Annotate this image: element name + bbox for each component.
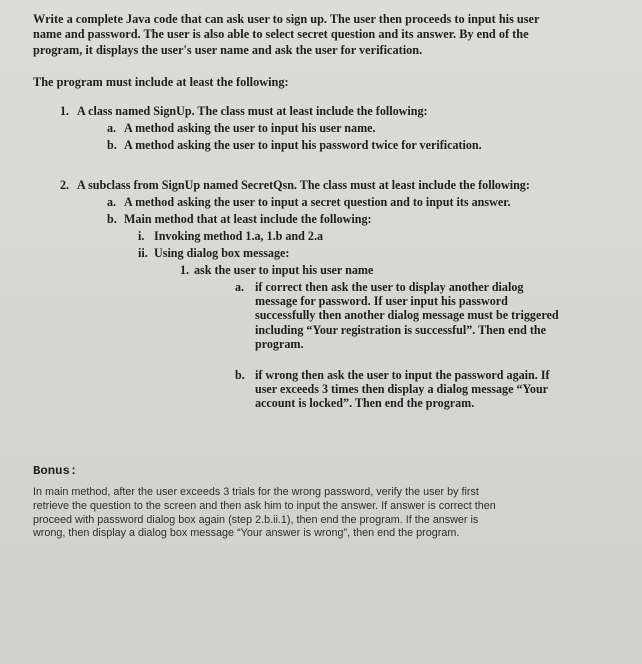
requirement-2a — [107, 195, 511, 209]
bonus-paragraph — [33, 486, 598, 541]
item-number: 1. — [60, 104, 70, 118]
item-number: a. — [235, 280, 245, 294]
item-number: i. — [138, 229, 145, 243]
intro-line: Write a complete Java code that can ask user to sign up. The user then proceeds to input his user — [33, 12, 540, 26]
requirements-lead: The program must include at least the following: — [33, 75, 289, 89]
item-number: b. — [235, 368, 245, 382]
intro-paragraph — [33, 12, 623, 58]
bonus-line: proceed with password dialog box again (step 2.b.ii.1), then end the program. If the answer is — [33, 513, 479, 526]
item-text-line: successfully then another dialog message must be triggered — [255, 308, 559, 323]
item-number: ii. — [138, 246, 148, 260]
requirement-2b-i — [138, 229, 323, 243]
intro-line: name and password. The user is also able to select secret question and its answer. By end of the — [33, 27, 529, 42]
item-number: a. — [107, 121, 117, 135]
item-text: Main method that at least include the following: — [124, 212, 372, 226]
item-number: a. — [107, 195, 117, 209]
item-number: 1. — [180, 263, 190, 277]
bonus-line: In main method, after the user exceeds 3 trials for the wrong password, verify the user by first — [33, 486, 479, 498]
item-text: ask the user to input his user name — [194, 263, 374, 277]
requirement-2b-ii-1 — [180, 263, 373, 277]
item-number: b. — [107, 138, 117, 152]
item-text: Using dialog box message: — [154, 246, 290, 260]
bonus-line: wrong, then display a dialog box message “Your answer is wrong”, then end the program. — [33, 527, 460, 540]
item-text-line: including “Your registration is successful”. Then end the — [255, 322, 546, 337]
requirement-1a — [107, 121, 376, 135]
item-text-line: if correct then ask the user to display another dialog — [255, 280, 524, 294]
requirement-2b-ii-1b — [235, 368, 605, 411]
item-text: A class named SignUp. The class must at least include the following: — [77, 104, 428, 118]
item-text: A method asking the user to input his password twice for verification. — [124, 138, 482, 152]
item-number: b. — [107, 212, 117, 226]
item-text-line: user exceeds 3 times then display a dialog message “Your — [255, 382, 549, 397]
intro-line: program, it displays the user's user name and ask the user for verification. — [33, 42, 423, 57]
item-text: A subclass from SignUp named SecretQsn. The class must at least include the following: — [77, 178, 530, 192]
item-text-line: account is locked”. Then end the program. — [255, 396, 475, 411]
bonus-line: retrieve the question to the screen and then ask him to input the answer. If answer is correct then — [33, 499, 496, 512]
requirement-1 — [60, 104, 428, 118]
item-text-line: program. — [255, 336, 304, 351]
requirement-2b-ii — [138, 246, 289, 260]
item-text: A method asking the user to input a secret question and to input its answer. — [124, 195, 511, 209]
item-text: Invoking method 1.a, 1.b and 2.a — [154, 229, 324, 243]
requirement-1b — [107, 138, 482, 152]
bonus-heading: Bonus: — [33, 464, 78, 478]
requirement-2b — [107, 212, 372, 226]
requirement-2b-ii-1a — [235, 280, 605, 351]
requirement-2 — [60, 178, 530, 192]
item-text-line: message for password. If user input his password — [255, 294, 508, 309]
item-text-line: if wrong then ask the user to input the password again. If — [255, 368, 550, 382]
item-number: 2. — [60, 178, 70, 192]
item-text: A method asking the user to input his user name. — [124, 121, 376, 135]
